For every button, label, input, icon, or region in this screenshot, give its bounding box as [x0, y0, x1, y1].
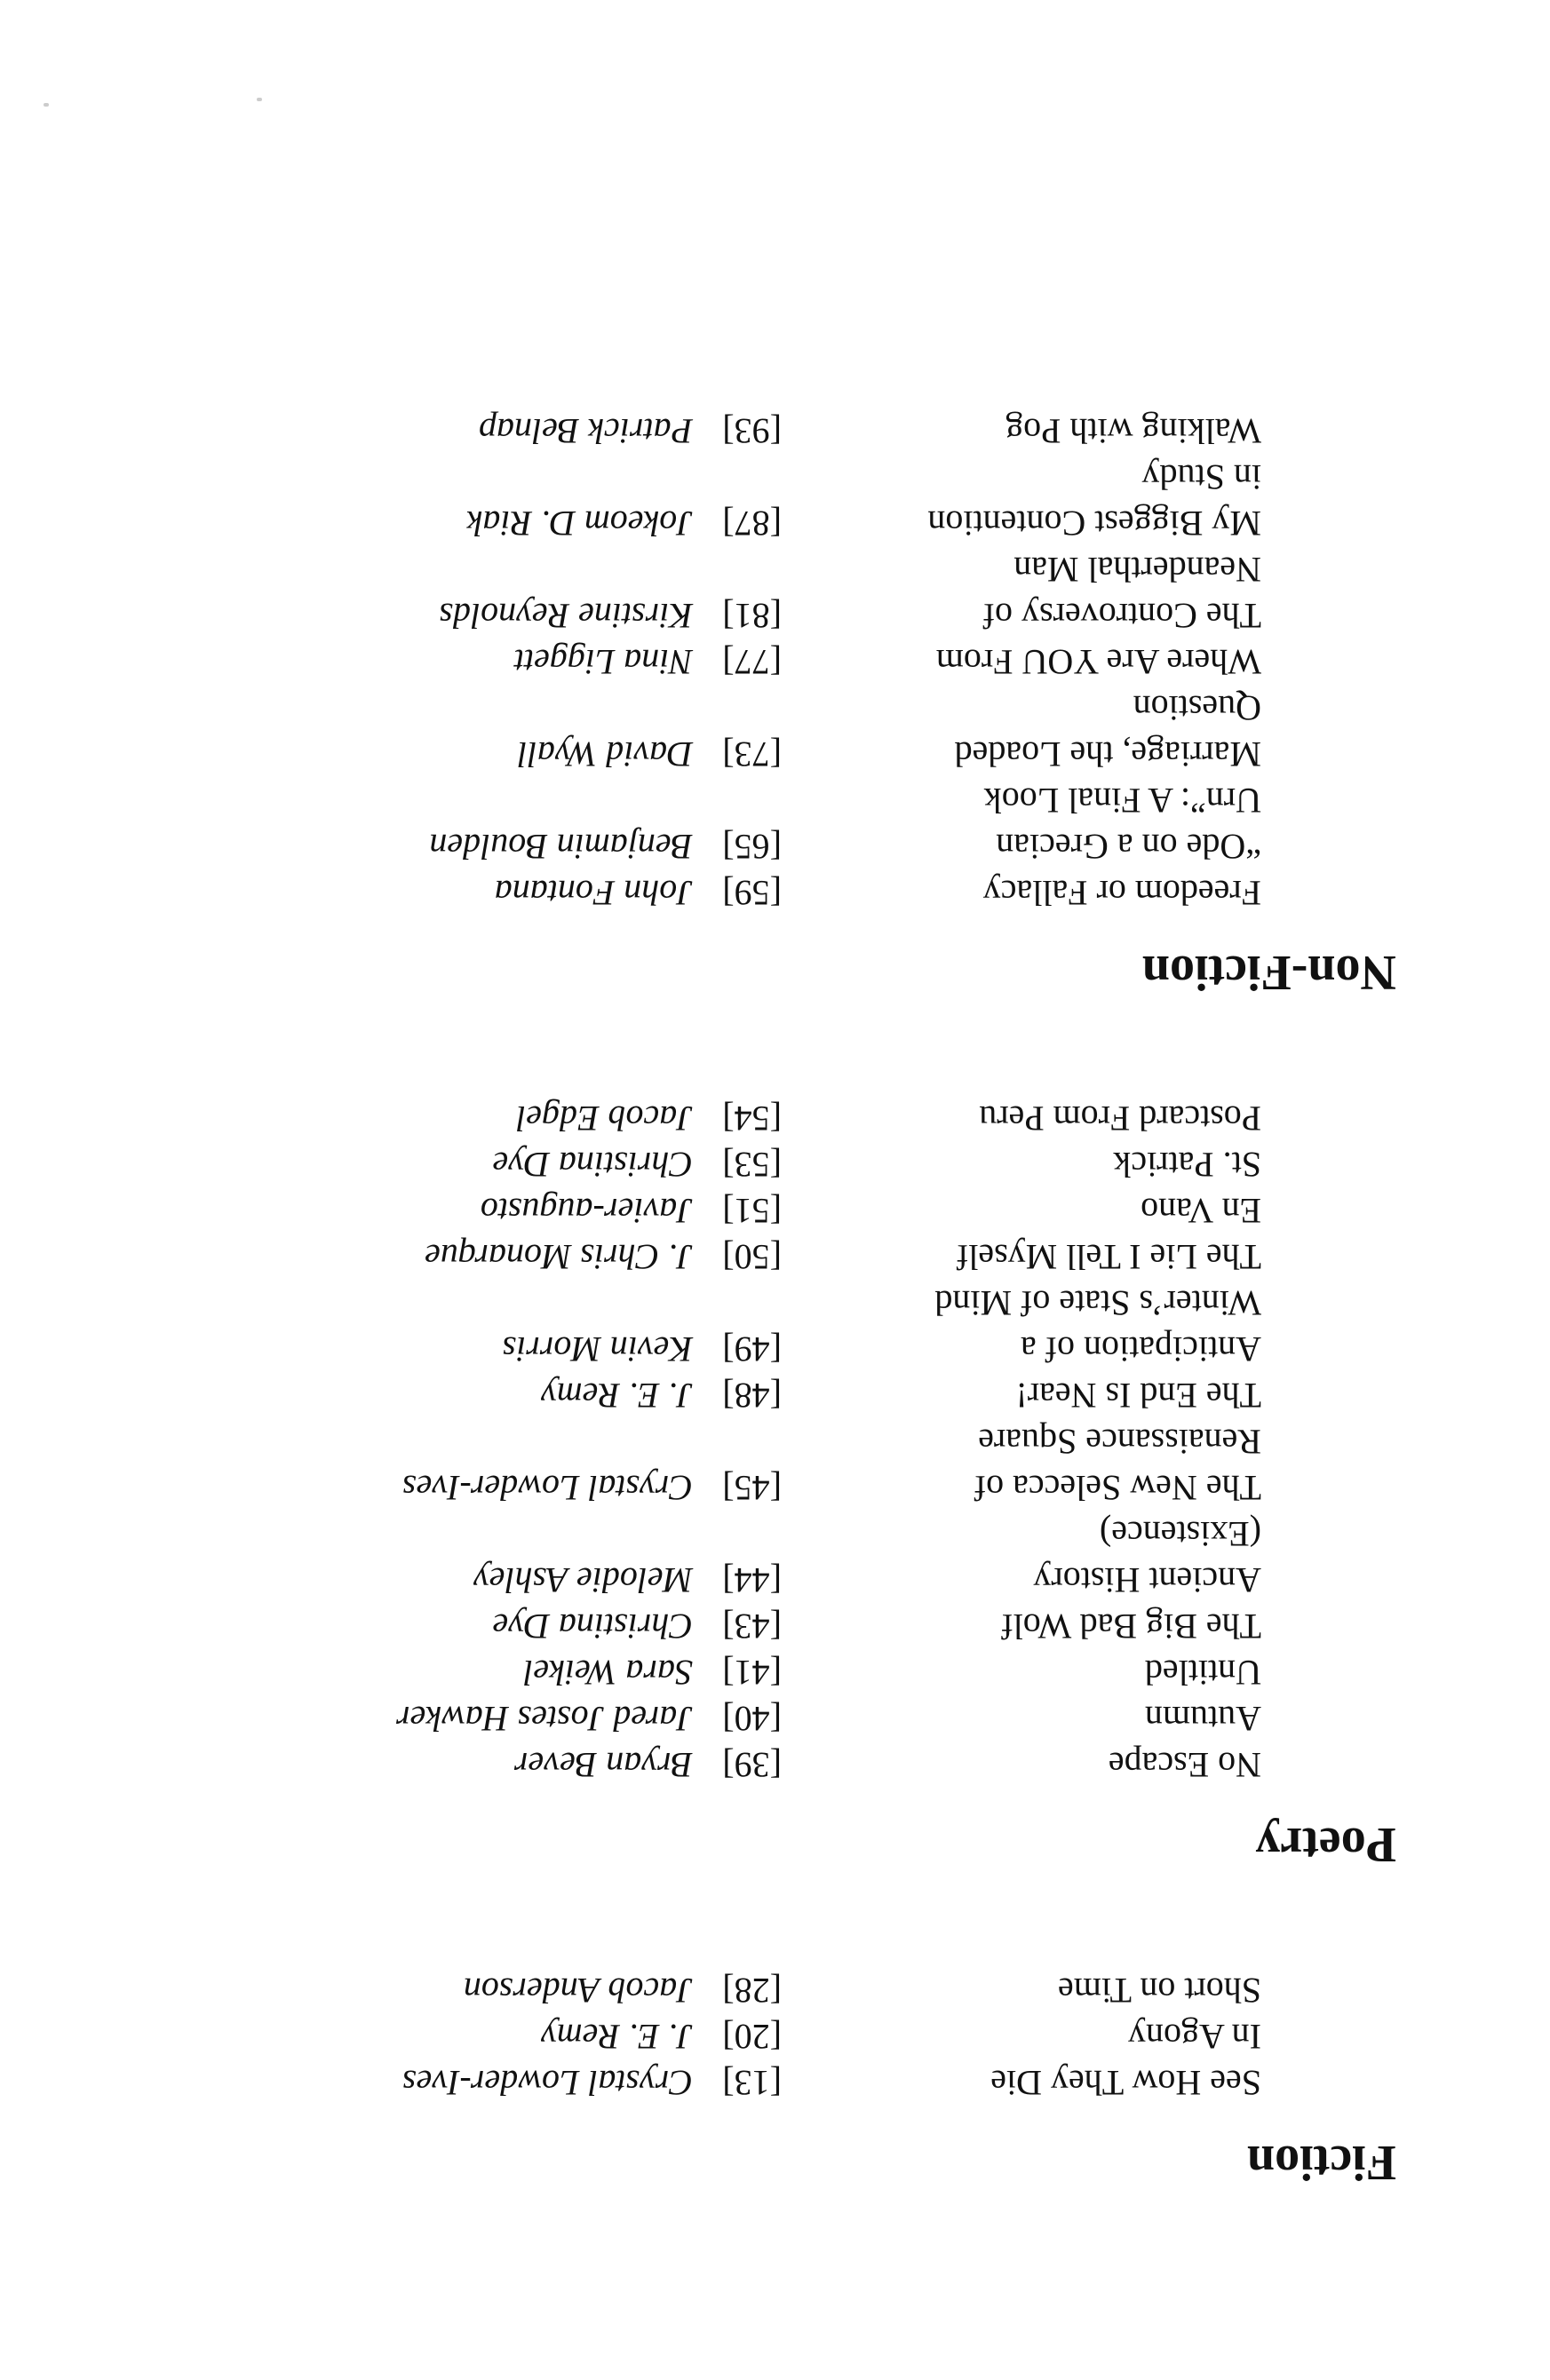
toc-entry: [240, 1187, 1261, 1234]
entry-title: [808, 1141, 1261, 1187]
entry-title-continuation: Question: [1133, 688, 1261, 728]
entry-title-line: Where Are YOU From: [935, 642, 1261, 682]
entry-page-number: [28]: [722, 1971, 782, 2011]
toc-entry: [240, 2013, 1261, 2059]
section-nonfiction: [240, 408, 1396, 1000]
entry-author: Bryan Bever: [513, 1745, 693, 1785]
entry-title: [808, 1372, 1261, 1418]
entry-author: Patrick Belnap: [478, 411, 693, 451]
entry-title-continuation: Winter’s State of Mind: [934, 1283, 1261, 1323]
entry-title-continuation: in Study: [1141, 457, 1261, 497]
entry-title-line: St. Patrick: [1113, 1145, 1261, 1185]
entry-title-line: The End Is Near!: [1015, 1376, 1261, 1416]
entry-title-line: Anticipation of a: [1020, 1329, 1261, 1369]
entry-list: [240, 1095, 1261, 1788]
toc-entry: [240, 1603, 1261, 1649]
entry-title: [808, 1511, 1261, 1603]
toc-entry: [240, 1511, 1261, 1603]
entry-author: Melodie Ashley: [473, 1560, 693, 1600]
entry-title-line: The New Selecca of: [974, 1468, 1261, 1508]
entry-page-number: [65]: [722, 827, 782, 867]
toc-entry: [240, 1418, 1261, 1511]
section-heading-fiction: Fiction: [1247, 2135, 1396, 2190]
entry-author: Kevin Morris: [502, 1329, 693, 1369]
entry-page-number: [44]: [722, 1560, 782, 1600]
entry-title-line: In Agony: [1128, 2017, 1261, 2057]
entry-title: [808, 2059, 1261, 2106]
entry-title-line: The Big Bad Wolf: [1001, 1606, 1261, 1646]
entry-title: [808, 454, 1261, 546]
entry-title-line: Autumn: [1144, 1699, 1261, 1739]
toc-entry: [240, 869, 1261, 916]
entry-author: Jokeom D. Riak: [466, 504, 693, 543]
entry-page-number: [87]: [722, 504, 782, 543]
entry-author: Benjamin Boulden: [429, 827, 693, 867]
scan-speck: [44, 103, 49, 107]
entry-title: [808, 1741, 1261, 1788]
entry-page-number: [39]: [722, 1745, 782, 1785]
entry-title-line: Freedom or Fallacy: [982, 873, 1261, 913]
entry-title: [808, 1649, 1261, 1695]
toc-entry: [240, 408, 1261, 454]
entry-page-number: [51]: [722, 1191, 782, 1231]
entry-title: [808, 1967, 1261, 2013]
entry-title-line: Postcard From Peru: [979, 1099, 1261, 1138]
entry-page-number: [20]: [722, 2017, 782, 2057]
entry-list: [240, 408, 1261, 916]
entry-title: [808, 639, 1261, 685]
entry-author: Jacob Anderson: [463, 1971, 693, 2011]
entry-title-line: The Lie I Tell Myself: [956, 1237, 1261, 1277]
entry-page-number: [50]: [722, 1237, 782, 1277]
entry-title: [808, 1695, 1261, 1741]
entry-list: [240, 1967, 1261, 2106]
entry-page-number: [59]: [722, 873, 782, 913]
entry-author: Crystal Lowder-Ives: [402, 1468, 693, 1508]
toc-entry: [240, 1234, 1261, 1280]
entry-title-line: My Biggest Contention: [927, 504, 1261, 543]
entry-author: Crystal Lowder-Ives: [402, 2063, 693, 2103]
entry-author: Nina Liggett: [513, 642, 693, 682]
entry-title: [808, 1280, 1261, 1372]
entry-title-continuation: (Existence): [1099, 1514, 1261, 1554]
entry-author: J. E. Remy: [540, 2017, 693, 2057]
toc-entry: [240, 454, 1261, 546]
entry-page-number: [53]: [722, 1145, 782, 1185]
entry-title: [808, 777, 1261, 869]
entry-author: David Wyall: [517, 734, 693, 774]
entry-page-number: [73]: [722, 734, 782, 774]
toc-entry: [240, 639, 1261, 685]
entry-title-line: The Controversy of: [982, 596, 1261, 636]
entry-author: Jacob Edgel: [516, 1099, 693, 1138]
entry-title-line: See How They Die: [990, 2063, 1261, 2103]
entry-title: [808, 685, 1261, 777]
entry-title: [808, 2013, 1261, 2059]
entry-title: [808, 1418, 1261, 1511]
section-heading-nonfiction: Non-Fiction: [1141, 945, 1396, 1000]
entry-page-number: [93]: [722, 411, 782, 451]
entry-page-number: [48]: [722, 1376, 782, 1416]
entry-title: [808, 869, 1261, 916]
scan-speck: [257, 98, 262, 101]
entry-page-number: [13]: [722, 2063, 782, 2103]
entry-title-line: Marriage, the Loaded: [954, 734, 1261, 774]
entry-title: [808, 546, 1261, 639]
entry-author: Christina Dye: [492, 1145, 693, 1185]
toc-entry: [240, 546, 1261, 639]
toc-entry: [240, 1095, 1261, 1141]
entry-title-line: No Escape: [1108, 1745, 1261, 1785]
entry-page-number: [77]: [722, 642, 782, 682]
entry-author: John Fontana: [494, 873, 693, 913]
toc-entry: [240, 1695, 1261, 1741]
entry-title-continuation: Renaissance Square: [978, 1422, 1261, 1462]
entry-title-line: Untitled: [1144, 1653, 1261, 1693]
entry-page-number: [45]: [722, 1468, 782, 1508]
entry-title-line: En Vano: [1141, 1191, 1261, 1231]
entry-title-line: “Ode on a Grecian: [996, 827, 1261, 867]
toc-entry: [240, 1967, 1261, 2013]
section-fiction: [240, 1967, 1396, 2190]
entry-page-number: [41]: [722, 1653, 782, 1693]
entry-page-number: [40]: [722, 1699, 782, 1739]
toc-entry: [240, 777, 1261, 869]
entry-title-line: Ancient History: [1033, 1560, 1261, 1600]
entry-author: Jared Jostes Hawker: [396, 1699, 693, 1739]
toc-entry: [240, 2059, 1261, 2106]
entry-page-number: [54]: [722, 1099, 782, 1138]
entry-title: [808, 1603, 1261, 1649]
entry-page-number: [49]: [722, 1329, 782, 1369]
entry-author: J. Chris Monarque: [425, 1237, 693, 1277]
entry-title-continuation: Urn”: A Final Look: [983, 781, 1261, 821]
entry-title-continuation: Neanderthal Man: [1013, 550, 1261, 590]
entry-author: J. E. Remy: [540, 1376, 693, 1416]
toc-entry: [240, 685, 1261, 777]
toc-entry: [240, 1741, 1261, 1788]
entry-page-number: [81]: [722, 596, 782, 636]
entry-title: [808, 1095, 1261, 1141]
entry-title: [808, 1234, 1261, 1280]
toc-entry: [240, 1649, 1261, 1695]
toc-entry: [240, 1372, 1261, 1418]
entry-title-line: Walking with Pog: [1006, 411, 1261, 451]
entry-title: [808, 408, 1261, 454]
entry-author: Javier-augusto: [480, 1191, 693, 1231]
section-poetry: [240, 1095, 1396, 1872]
entry-author: Sara Weikel: [523, 1653, 693, 1693]
contents-list: [240, 312, 1396, 2190]
toc-entry: [240, 1280, 1261, 1372]
entry-title: [808, 1187, 1261, 1234]
entry-author: Kirstine Reynolds: [439, 596, 693, 636]
entry-author: Christina Dye: [492, 1606, 693, 1646]
entry-title-line: Short on Time: [1058, 1971, 1261, 2011]
entry-page-number: [43]: [722, 1606, 782, 1646]
toc-entry: [240, 1141, 1261, 1187]
section-heading-poetry: Poetry: [1255, 1817, 1396, 1872]
